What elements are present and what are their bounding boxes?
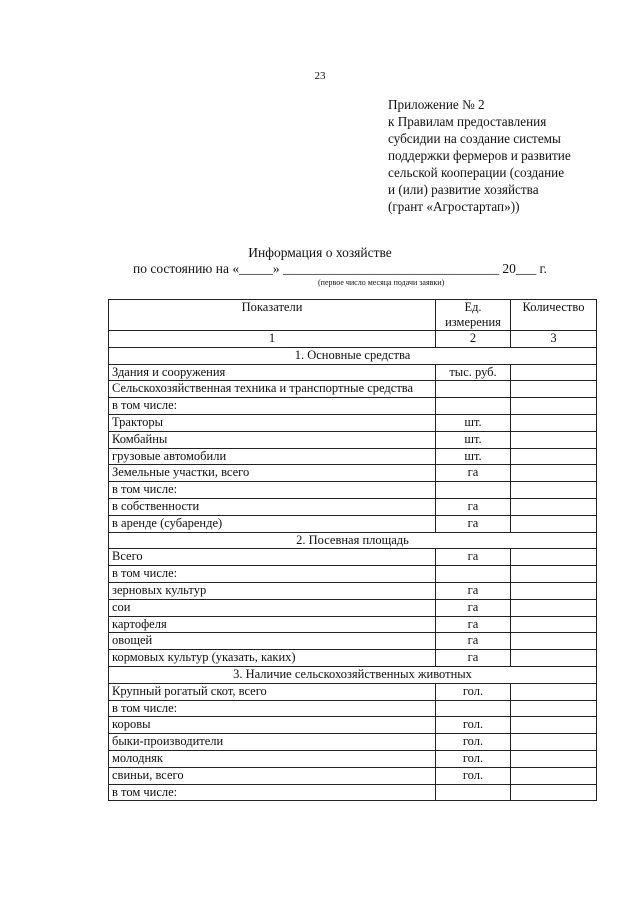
table-row	[109, 683, 597, 700]
column-number: 1	[109, 331, 436, 348]
section-row	[109, 532, 597, 549]
table-row	[109, 700, 597, 717]
unit-cell: га	[436, 498, 511, 515]
appendix-line: (грант «Агростартап»))	[388, 199, 520, 214]
indicator-cell: молодняк	[109, 750, 436, 767]
section-row	[109, 347, 597, 364]
table-row	[109, 465, 597, 482]
header-indicator: Показатели	[109, 300, 436, 331]
table-row	[109, 364, 597, 381]
appendix-line: к Правилам предоставления	[388, 114, 547, 129]
quantity-cell[interactable]	[511, 767, 597, 784]
unit-cell: га	[436, 633, 511, 650]
unit-cell	[436, 566, 511, 583]
indicator-cell: в аренде (субаренде)	[109, 515, 436, 532]
unit-cell: гол.	[436, 767, 511, 784]
table-row	[109, 650, 597, 667]
table-row	[109, 582, 597, 599]
indicator-cell: в том числе:	[109, 482, 436, 499]
table-row	[109, 381, 597, 398]
page-number: 23	[314, 70, 326, 82]
quantity-cell[interactable]	[511, 750, 597, 767]
table-header-row	[109, 300, 597, 331]
quantity-cell[interactable]	[511, 515, 597, 532]
table-row	[109, 414, 597, 431]
unit-cell: гол.	[436, 750, 511, 767]
appendix-line: субсидии на создание системы	[388, 131, 561, 146]
indicator-cell: зерновых культур	[109, 582, 436, 599]
quantity-cell[interactable]	[511, 717, 597, 734]
indicator-cell: в том числе:	[109, 784, 436, 801]
unit-cell	[436, 784, 511, 801]
indicator-cell: овощей	[109, 633, 436, 650]
unit-cell	[436, 482, 511, 499]
unit-cell: га	[436, 616, 511, 633]
unit-cell: гол.	[436, 734, 511, 751]
quantity-cell[interactable]	[511, 414, 597, 431]
quantity-cell[interactable]	[511, 431, 597, 448]
indicator-cell: свиньи, всего	[109, 767, 436, 784]
section-row	[109, 666, 597, 683]
as-of-date-note: (первое число месяца подачи заявки)	[318, 278, 445, 287]
quantity-cell[interactable]	[511, 364, 597, 381]
table-row	[109, 717, 597, 734]
appendix-line: поддержки фермеров и развитие	[388, 148, 571, 163]
column-number-row	[109, 331, 597, 348]
section-title: 3. Наличие сельскохозяйственных животных	[109, 666, 597, 683]
section-title: 2. Посевная площадь	[109, 532, 597, 549]
unit-cell: га	[436, 582, 511, 599]
unit-cell: шт.	[436, 448, 511, 465]
indicator-cell: Здания и сооружения	[109, 364, 436, 381]
table-row	[109, 767, 597, 784]
table-row	[109, 750, 597, 767]
indicator-cell: в том числе:	[109, 398, 436, 415]
table-row	[109, 633, 597, 650]
quantity-cell[interactable]	[511, 599, 597, 616]
indicator-cell: Земельные участки, всего	[109, 465, 436, 482]
indicator-cell: быки-производители	[109, 734, 436, 751]
quantity-cell[interactable]	[511, 465, 597, 482]
unit-cell: га	[436, 465, 511, 482]
unit-cell	[436, 381, 511, 398]
quantity-cell[interactable]	[511, 700, 597, 717]
quantity-cell[interactable]	[511, 683, 597, 700]
appendix-header	[388, 96, 618, 215]
section-title: 1. Основные средства	[109, 347, 597, 364]
indicator-cell: кормовых культур (указать, каких)	[109, 650, 436, 667]
header-quantity: Количество	[511, 300, 597, 331]
table-row	[109, 566, 597, 583]
quantity-cell[interactable]	[511, 398, 597, 415]
table-row	[109, 784, 597, 801]
quantity-cell[interactable]	[511, 482, 597, 499]
unit-cell: шт.	[436, 431, 511, 448]
unit-cell: тыс. руб.	[436, 364, 511, 381]
indicator-cell: в том числе:	[109, 700, 436, 717]
table-row	[109, 482, 597, 499]
unit-cell: гол.	[436, 717, 511, 734]
table-row	[109, 398, 597, 415]
unit-cell: га	[436, 599, 511, 616]
indicator-cell: в том числе:	[109, 566, 436, 583]
table-row	[109, 431, 597, 448]
quantity-cell[interactable]	[511, 650, 597, 667]
table-row	[109, 515, 597, 532]
table-row	[109, 616, 597, 633]
column-number: 3	[511, 331, 597, 348]
indicator-cell: грузовые автомобили	[109, 448, 436, 465]
indicator-cell: коровы	[109, 717, 436, 734]
quantity-cell[interactable]	[511, 633, 597, 650]
unit-cell: га	[436, 549, 511, 566]
unit-cell	[436, 700, 511, 717]
appendix-line: и (или) развитие хозяйства	[388, 182, 539, 197]
table-row	[109, 498, 597, 515]
quantity-cell[interactable]	[511, 381, 597, 398]
column-number: 2	[436, 331, 511, 348]
indicator-cell: картофеля	[109, 616, 436, 633]
unit-cell: га	[436, 515, 511, 532]
unit-cell: гол.	[436, 683, 511, 700]
quantity-cell[interactable]	[511, 549, 597, 566]
quantity-cell[interactable]	[511, 582, 597, 599]
as-of-date-line: по состоянию на «_____» ________________________________ 20___ г.	[133, 261, 547, 276]
document-title: Информация о хозяйстве	[248, 245, 392, 260]
indicator-cell: сои	[109, 599, 436, 616]
indicator-cell: Всего	[109, 549, 436, 566]
quantity-cell[interactable]	[511, 448, 597, 465]
appendix-line: Приложение № 2	[388, 97, 485, 112]
quantity-cell[interactable]	[511, 784, 597, 801]
indicator-cell: Крупный рогатый скот, всего	[109, 683, 436, 700]
unit-cell: шт.	[436, 414, 511, 431]
indicator-cell: Сельскохозяйственная техника и транспортные средства	[109, 381, 436, 398]
indicator-cell: в собственности	[109, 498, 436, 515]
quantity-cell[interactable]	[511, 616, 597, 633]
table-row	[109, 448, 597, 465]
header-unit: Ед. измерения	[436, 300, 511, 331]
quantity-cell[interactable]	[511, 498, 597, 515]
farm-info-table	[108, 299, 597, 801]
unit-cell: га	[436, 650, 511, 667]
table-row	[109, 599, 597, 616]
table-body	[109, 347, 597, 801]
quantity-cell[interactable]	[511, 566, 597, 583]
appendix-line: сельской кооперации (создание	[388, 165, 565, 180]
table-row	[109, 549, 597, 566]
table-row	[109, 734, 597, 751]
unit-cell	[436, 398, 511, 415]
indicator-cell: Комбайны	[109, 431, 436, 448]
indicator-cell: Тракторы	[109, 414, 436, 431]
quantity-cell[interactable]	[511, 734, 597, 751]
